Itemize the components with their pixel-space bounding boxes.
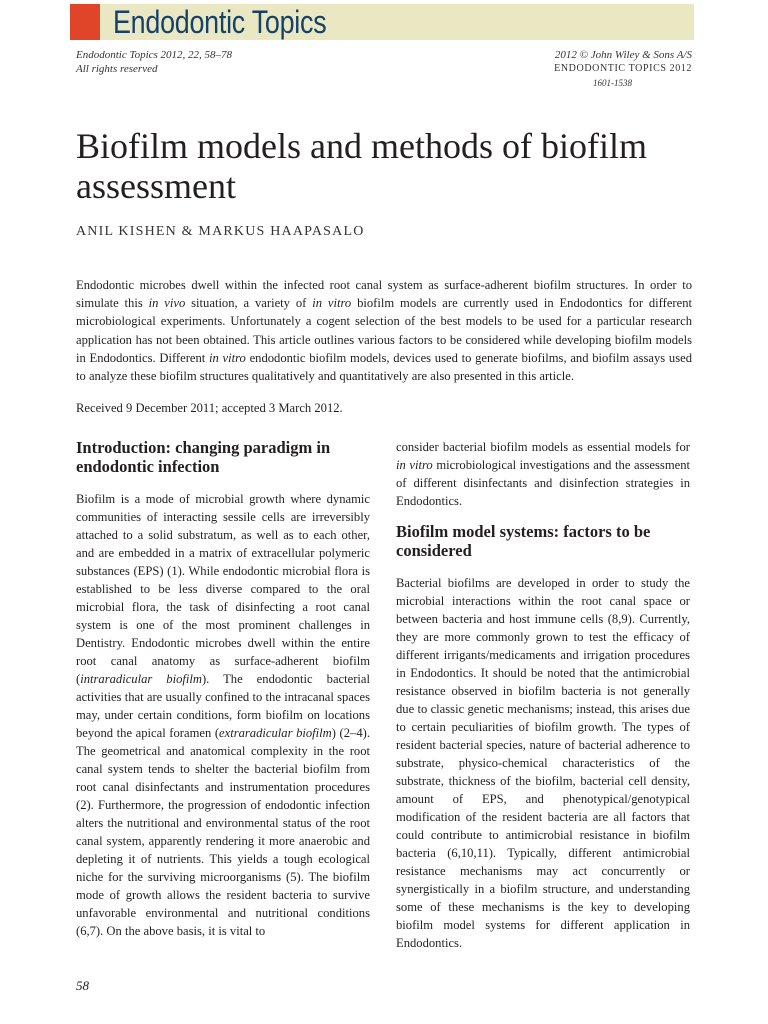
section-heading-introduction: Introduction: changing paradigm in endodontic infection: [76, 438, 331, 476]
section-heading-model-systems: Biofilm model systems: factors to be considered: [396, 522, 651, 560]
abstract-text: endodontic biofilm models, devices used to generate biofilms, and biofilm assays used to analyze these biofilm structures qualitatively and quantitatively are also presented in this article.: [76, 350, 693, 384]
body-text: ). The endodontic bacterial activities that are usually confined to the intracanal spaces may, under certain conditions, form biofilm on locations beyond the apical foramen (: [76, 672, 370, 740]
journal-name: Endodontic Topics: [113, 4, 327, 40]
issn: 1601-1538: [593, 78, 632, 88]
body-text: Biofilm is a mode of microbial growth where dynamic communities of interacting sessile cells are irreversibly attached to a solid substratum, as well as to each other, and are embedded in a matrix of extracellular polymeric substances (EPS) (1). While endodontic microbial flora is established to be less diverse compared to the oral microbial flora, the task of disinfecting a root canal system is one of the most prominent challenges in Dentistry. Endodontic microbes dwell within the entire root canal anatomy as surface-adherent biofilm (: [76, 492, 370, 686]
body-text: ) (2–4). The geometrical and anatomical complexity in the root canal system tends to shelter the bacterial biofilm from root canal disinfectants and instrumentation procedures (2). Furthermore, the progression of endodontic infection alters the nutritional and environmental status of the root canal system, apparently rendering it more anaerobic and depleting it of nutrients. This yields a tough ecological niche for the surviving microorganisms (5). The biofilm mode of growth allows the resident bacteria to survive unfavorable environmental and nutritional conditions (6,7). On the above basis, it is vital to: [76, 726, 370, 938]
citation: Endodontic Topics 2012, 22, 58–78: [76, 49, 233, 61]
body-emphasis: extraradicular biofilm: [219, 726, 332, 740]
article-title: Biofilm models and methods of biofilm assessment: [76, 126, 647, 206]
banner-accent-block: [70, 4, 100, 40]
introduction-continuation: [396, 438, 690, 510]
abstract-text: biofilm models are currently used in Endodontics for different microbiological experiments. Unfortunately a cogent selection of the best models to be used for a particular research application has not been obtained. This article outlines various factors to be considered while developing biofilm models in Endodontics. Different: [76, 296, 693, 365]
left-column: [76, 438, 370, 940]
abstract-emphasis: in vitro: [209, 350, 246, 365]
abstract: [76, 276, 692, 385]
body-text: consider bacterial biofilm models as essential models for: [396, 440, 690, 454]
abstract-emphasis: in vitro: [312, 296, 352, 311]
journal-issue: ENDODONTIC TOPICS 2012: [554, 63, 692, 74]
abstract-text: Endodontic microbes dwell within the infected root canal system as surface-adherent biofilm structures. In order to simulate this: [76, 278, 692, 311]
article-authors: ANIL KISHEN & MARKUS HAAPASALO: [76, 224, 365, 239]
received-dates: Received 9 December 2011; accepted 3 March 2012.: [76, 401, 343, 415]
page-number: 58: [76, 978, 89, 993]
publisher-block: [554, 48, 692, 90]
abstract-emphasis: in vivo: [148, 296, 186, 311]
body-emphasis: in vitro: [396, 458, 433, 472]
body-emphasis: intraradicular biofilm: [80, 672, 202, 686]
right-column: [396, 438, 690, 952]
introduction-paragraph: [76, 490, 370, 940]
rights-note: All rights reserved: [76, 63, 158, 75]
model-systems-paragraph: Bacterial biofilms are developed in order to study the microbial interactions within the root canal space or between bacteria and host immune cells (8,9). Currently, they are more commonly grown to test the efficacy of different irrigants/medicaments and irrigation procedures in Endodontics. It should be noted that the antimicrobial resistance observed in biofilm bacteria is not generally due to classic genetic mechanisms; instead, this arises due to certain peculiarities of biofilm growth. The types of resident bacterial species, nature of bacterial adherence to substrate, physico-chemical characteristics of the substrate, thickness of the biofilm, bacterial cell density, amount of EPS, and phenotypical/genotypical modification of the resident bacteria are all factors that could contribute to antimicrobial resistance in biofilm bacteria (6,10,11). Typically, different antimicrobial resistance mechanisms may act concurrently or synergistically in a biofilm structure, and understanding some of these mechanisms is the key to developing biofilm model systems for different application in Endodontics.: [396, 576, 690, 950]
body-text: microbiological investigations and the assessment of different disinfectants and disinfection strategies in Endodontics.: [396, 458, 691, 508]
citation-block: [76, 48, 232, 76]
copyright: 2012 © John Wiley & Sons A/S: [554, 49, 692, 61]
abstract-text: situation, a variety of: [185, 296, 313, 311]
journal-banner: [70, 4, 694, 40]
